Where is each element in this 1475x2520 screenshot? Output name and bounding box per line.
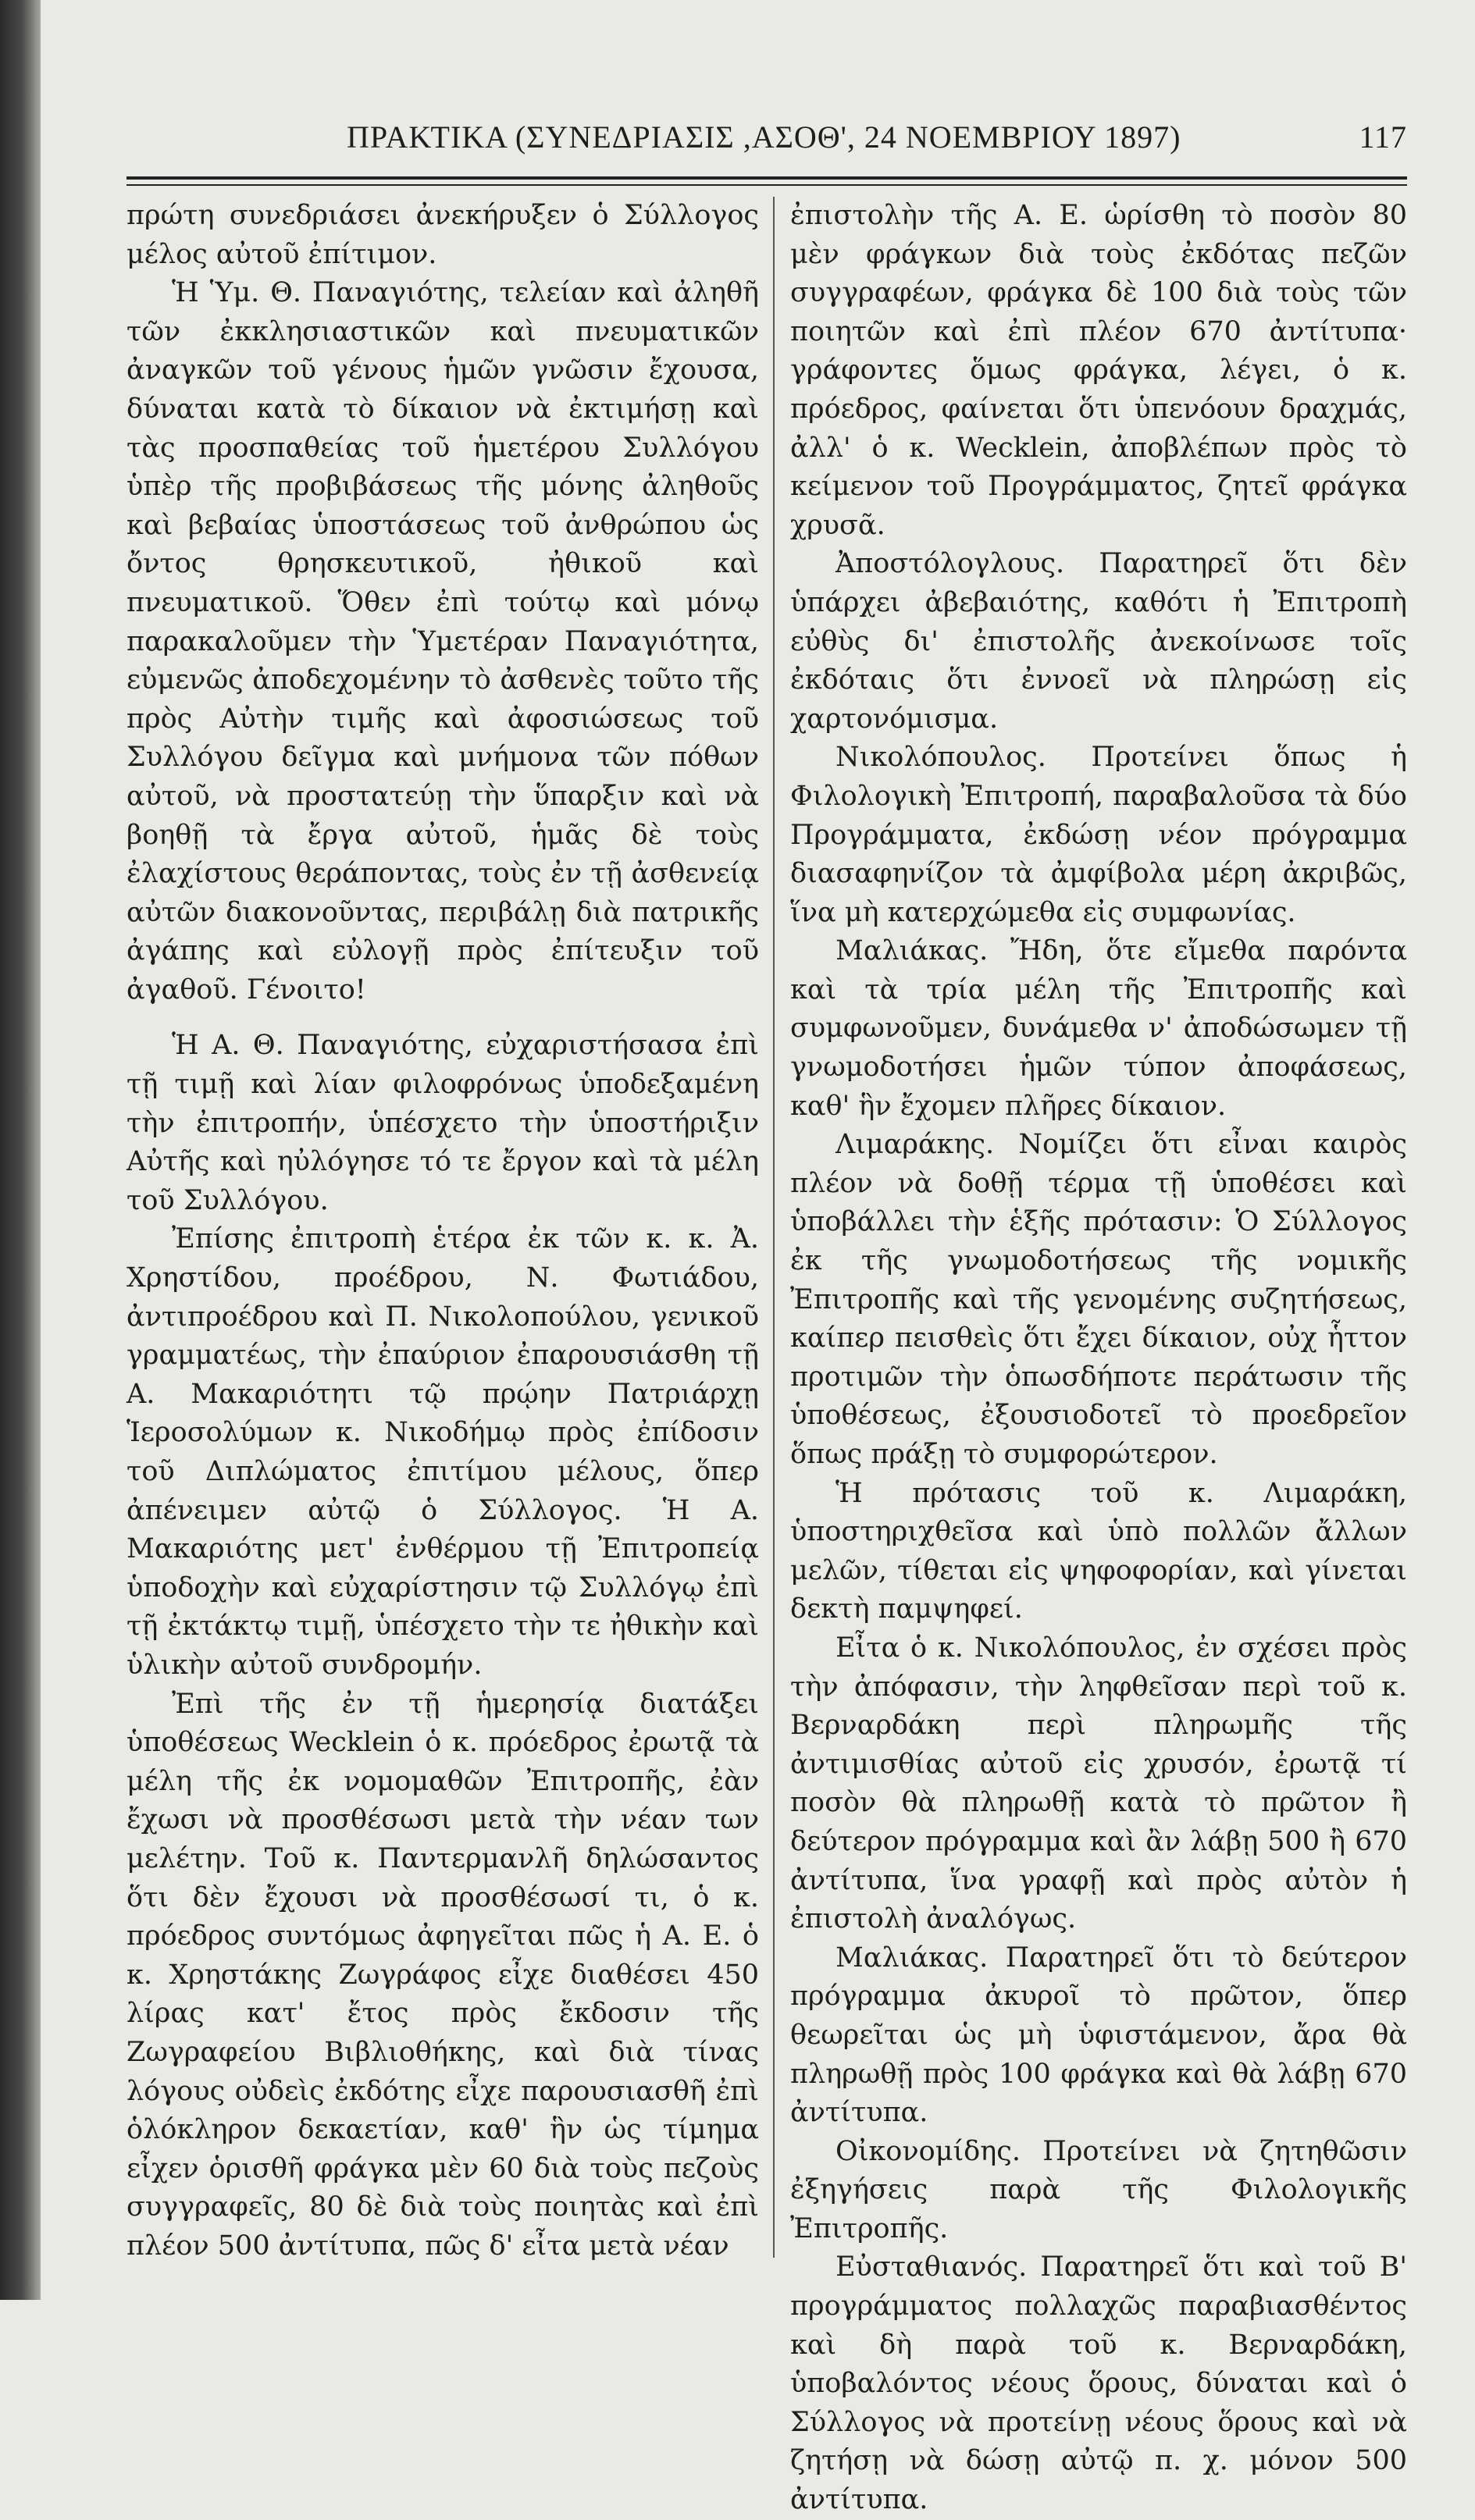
paragraph: Μαλιάκας. Παρατηρεῖ ὅτι τὸ δεύτερον πρόγραμμα ἀκυροῖ τὸ πρῶτον, ὅπερ θεωρεῖται ὡς μὴ ὑφιστάμενον, ἄρα θὰ πληρωθῇ πρὸς 100 φράγκα καὶ θὰ λάβῃ 670 ἀντίτυπα. bbox=[790, 1942, 1407, 2129]
paragraph: Ἡ Α. Θ. Παναγιότης, εὐχαριστήσασα ἐπὶ τῇ τιμῇ καὶ λίαν φιλοφρόνως ὑποδεξαμένη τὴν ἐπιτροπήν, ὑπέσχετο τὴν ὑποστήριξιν Αὐτῆς καὶ ηὐλόγησε τό τε ἔργον καὶ τὰ μέλη τοῦ Συλλόγου. bbox=[126, 1030, 759, 1216]
paragraph: Νικολόπουλος. Προτείνει ὅπως ἡ Φιλολογικὴ Ἐπιτροπή, παραβαλοῦσα τὰ δύο Προγράμματα, ἐκδώσῃ νέον πρόγραμμα διασαφηνίζον τὰ ἀμφίβολα μέρη ἀκριβῶς, ἵνα μὴ κατερχώμεθα εἰς συμφωνίας. bbox=[790, 742, 1407, 928]
column-divider bbox=[773, 197, 775, 2258]
paragraph: Μαλιάκας. Ἤδη, ὅτε εἴμεθα παρόντα καὶ τὰ τρία μέλη τῆς Ἐπιτροπῆς καὶ συμφωνοῦμεν, δυνάμεθα ν' ἀποδώσωμεν τῇ γνωμοδοτήσει ἡμῶν τύπον ἀποφάσεως, καθ' ἣν ἔχομεν πλῆρες δίκαιον. bbox=[790, 935, 1407, 1122]
running-title: ΠΡΑΚΤΙΚΑ (ΣΥΝΕΔΡΙΑΣΙΣ ,ΑΣΟΘ', 24 ΝΟΕΜΒΡΙΟΥ 1897) bbox=[347, 119, 1181, 155]
header-rule-thin bbox=[126, 184, 1407, 186]
paragraph: Ἐπίσης ἐπιτροπὴ ἑτέρα ἐκ τῶν κ. κ. Ἀ. Χρηστίδου, προέδρου, Ν. Φωτιάδου, ἀντιπροέδρου καὶ Π. Νικολοπούλου, γενικοῦ γραμματέως, τὴν ἐπαύριον ἐπαρουσιάσθη τῇ Α. Μακαριότητι τῷ πρῴην Πατριάρχῃ Ἱεροσολύμων κ. Νικοδήμῳ πρὸς ἐπίδοσιν τοῦ Διπλώματος ἐπιτίμου μέλους, ὅπερ ἀπένειμεν αὐτῷ ὁ Σύλλογος. Ἡ Α. Μακαριότης μετ' ἐνθέρμου τῇ Ἐπιτροπείᾳ ὑποδοχὴν καὶ εὐχαρίστησιν τῷ Συλλόγῳ ἐπὶ τῇ ἐκτάκτῳ τιμῇ, ὑπέσχετο τὴν τε ἠθικὴν καὶ ὑλικὴν αὐτοῦ συνδρομήν. bbox=[126, 1223, 759, 1681]
paragraph: Ἡ Ὑμ. Θ. Παναγιότης, τελείαν καὶ ἀληθῆ τῶν ἐκκλησιαστικῶν καὶ πνευματικῶν ἀναγκῶν τοῦ γένους ἡμῶν γνῶσιν ἔχουσα, δύναται κατὰ τὸ δίκαιον νὰ ἐκτιμήσῃ καὶ τὰς προσπαθείας τοῦ ἡμετέρου Συλλόγου ὑπὲρ τῆς προβιβάσεως τῆς μόνης ἀληθοῦς καὶ βεβαίας ὑποστάσεως τοῦ ἀνθρώπου ὡς ὄντος θρησκευτικοῦ, ἠθικοῦ καὶ πνευματικοῦ. Ὅθεν ἐπὶ τούτῳ καὶ μόνῳ παρακαλοῦμεν τὴν Ὑμετέραν Παναγιότητα, εὐμενῶς ἀποδεχομένην τὸ ἀσθενὲς τοῦτο τῆς πρὸς Αὐτὴν τιμῆς καὶ ἀφοσιώσεως τοῦ Συλλόγου δεῖγμα καὶ μνήμονα τῶν πόθων αὐτοῦ, νὰ προστατεύῃ τὴν ὕπαρξιν καὶ νὰ βοηθῇ τὰ ἔργα αὐτοῦ, ἡμᾶς δὲ τοὺς ἐλαχίστους θεράποντας, τοὺς ἐν τῇ ἀσθενείᾳ αὐτῶν διακονοῦντας, περιβάλῃ διὰ πατρικῆς ἀγάπης καὶ εὐλογῇ πρὸς ἐπίτευξιν τοῦ ἀγαθοῦ. Γένοιτο! bbox=[126, 277, 759, 1006]
paragraph: Λιμαράκης. Νομίζει ὅτι εἶναι καιρὸς πλέον νὰ δοθῇ τέρμα τῇ ὑποθέσει καὶ ὑποβάλλει τὴν ἑξῆς πρότασιν: Ὁ Σύλλογος ἐκ τῆς γνωμοδοτήσεως τῆς νομικῆς Ἐπιτροπῆς καὶ τῆς γενομένης συζητήσεως, καίπερ πεισθεὶς ὅτι ἔχει δίκαιον, οὐχ ἧττον προτιμῶν τὴν ὁπωσδήποτε περάτωσιν τῆς ὑποθέσεως, ἐξουσιοδοτεῖ τὸ προεδρεῖον ὅπως πράξῃ τὸ συμφορώτερον. bbox=[790, 1129, 1407, 1470]
paragraph: Ἡ πρότασις τοῦ κ. Λιμαράκη, ὑποστηριχθεῖσα καὶ ὑπὸ πολλῶν ἄλλων μελῶν, τίθεται εἰς ψηφοφορίαν, καὶ γίνεται δεκτὴ παμψηφεί. bbox=[790, 1477, 1407, 1625]
book-binding-edge bbox=[0, 0, 41, 2300]
paragraph: Οἰκονομίδης. Προτείνει νὰ ζητηθῶσιν ἐξηγήσεις παρὰ τῆς Φιλολογικῆς Ἐπιτροπῆς. bbox=[790, 2135, 1407, 2244]
text-columns bbox=[126, 197, 1407, 2516]
header-rule-thick bbox=[126, 176, 1407, 180]
paragraph: Ἀποστόλογλους. Παρατηρεῖ ὅτι δὲν ὑπάρχει ἀβεβαιότης, καθότι ἡ Ἐπιτροπὴ εὐθὺς δι' ἐπιστολῆς ἀνεκοίνωσε τοῖς ἐκδόταις ὅτι ἐννοεῖ νὰ πληρώσῃ εἰς χαρτονόμισμα. bbox=[790, 548, 1407, 735]
left-column bbox=[126, 197, 759, 2262]
paragraph: Ἐπὶ τῆς ἐν τῇ ἡμερησίᾳ διατάξει ὑποθέσεως Wecklein ὁ κ. πρόεδρος ἐρωτᾷ τὰ μέλη τῆς ἐκ νομομαθῶν Ἐπιτροπῆς, ἐὰν ἔχωσι νὰ προσθέσωσι μετὰ τὴν νέαν των μελέτην. Τοῦ κ. Παντερμανλῆ δηλώσαντος ὅτι δὲν ἔχουσι νὰ προσθέσωσί τι, ὁ κ. πρόεδρος συντόμως ἀφηγεῖται πῶς ἡ Α. Ε. ὁ κ. Χρηστάκης Ζωγράφος εἶχε διαθέσει 450 λίρας κατ' ἔτος πρὸς ἔκδοσιν τῆς Ζωγραφείου Βιβλιοθήκης, καὶ διὰ τίνας λόγους οὐδεὶς ἐκδότης εἶχε παρουσιασθῆ ἐπὶ ὁλόκληρον δεκαετίαν, καθ' ἣν ὡς τίμημα εἶχεν ὁρισθῆ φράγκα μὲν 60 διὰ τοὺς πεζοὺς συγγραφεῖς, 80 δὲ διὰ τοὺς ποιητὰς καὶ ἐπὶ πλέον 500 ἀντίτυπα, πῶς δ' εἶτα μετὰ νέαν bbox=[126, 1688, 759, 2262]
paragraph: Εὐσταθιανός. Παρατηρεῖ ὅτι καὶ τοῦ Β' προγράμματος πολλαχῶς παραβιασθέντος καὶ δὴ παρὰ τοῦ κ. Βερναρδάκη, ὑποβαλόντος νέους ὅρους, δύναται καὶ ὁ Σύλλογος νὰ προτείνῃ νέους ὅρους καὶ νὰ ζητήσῃ νὰ δώσῃ αὐτῷ π. χ. μόνον 500 ἀντίτυπα. bbox=[790, 2251, 1407, 2516]
paragraph: ἐπιστολὴν τῆς Α. Ε. ὡρίσθη τὸ ποσὸν 80 μὲν φράγκων διὰ τοὺς ἐκδότας πεζῶν συγγραφέων, φράγκα δὲ 100 διὰ τοὺς τῶν ποιητῶν καὶ ἐπὶ πλέον 670 ἀντίτυπα· γράφοντες ὅμως φράγκα, λέγει, ὁ κ. πρόεδρος, φαίνεται ὅτι ὑπενόουν δραχμάς, ἀλλ' ὁ κ. Wecklein, ἀποβλέπων πρὸς τὸ κείμενον τοῦ Προγράμματος, ζητεῖ φράγκα χρυσᾶ. bbox=[790, 200, 1407, 541]
document-page bbox=[126, 109, 1407, 2516]
paragraph: Εἶτα ὁ κ. Νικολόπουλος, ἐν σχέσει πρὸς τὴν ἀπόφασιν, τὴν ληφθεῖσαν περὶ τοῦ κ. Βερναρδάκη περὶ πληρωμῆς τῆς ἀντιμισθίας αὐτοῦ εἰς χρυσόν, ἐρωτᾷ τί ποσὸν θὰ πληρωθῇ κατὰ τὸ πρῶτον ἢ δεύτερον πρόγραμμα καὶ ἂν λάβῃ 500 ἢ 670 ἀντίτυπα, ἵνα γραφῇ καὶ πρὸς αὐτὸν ἡ ἐπιστολὴ ἀναλόγως. bbox=[790, 1632, 1407, 1935]
page-number: 117 bbox=[1359, 119, 1407, 155]
right-column bbox=[790, 197, 1407, 2516]
page-header bbox=[126, 109, 1407, 164]
paragraph: πρώτη συνεδριάσει ἀνεκήρυξεν ὁ Σύλλογος μέλος αὐτοῦ ἐπίτιμον. bbox=[126, 200, 759, 270]
